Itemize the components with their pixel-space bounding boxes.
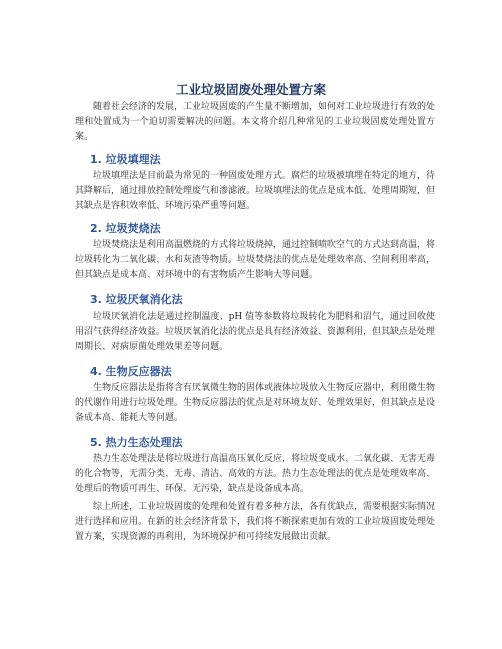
section-heading-5: 5. 热力生态处理法 [90, 436, 183, 449]
section-text-2: 垃圾焚烧法是利用高温燃烧的方式将垃圾烧掉，通过控制喷吹空气的方式达到高温，将垃圾转化为二氧化碳、水和灰渣等物质。垃圾焚烧法的优点是处理效率高、空间利用率高，但其缺点是成本高、对环境中的有害物质产生影响大等问题。 [75, 240, 436, 280]
section-text-4: 生物反应器法是指将含有厌氧微生物的固体或液体垃圾放入生物反应器中，利用微生物的代谢作用进行垃圾处理。生物反应器法的优点是对环境友好、处理效果好，但其缺点是设备成本高、能耗大等问题。 [75, 383, 436, 423]
section-body-3 [75, 310, 435, 355]
section-heading-2: 2. 垃圾焚烧法 [90, 222, 161, 235]
conclusion-text: 综上所述，工业垃圾固废的处理和处置有着多种方法，各有优缺点，需要根据实际情况进行选择和应用。在新的社会经济背景下，我们将不断探索更加有效的工业垃圾固废处理处置方案，实现资源的再利用，为环境保护和可持续发展做出贡献。 [75, 502, 436, 542]
section-body-5 [75, 452, 435, 497]
section-heading-4: 4. 生物反应器法 [90, 365, 172, 378]
conclusion-paragraph [75, 500, 435, 545]
section-body-2 [75, 238, 435, 283]
section-heading-3: 3. 垃圾厌氧消化法 [90, 293, 183, 306]
document-title: 工业垃圾固废处理处置方案 [175, 82, 326, 97]
section-heading-1: 1. 垃圾填埋法 [90, 153, 161, 166]
section-text-3: 垃圾厌氧消化法是通过控制温度、pH 值等参数将垃圾转化为肥料和沼气，通过回收使用沼气获得经济效益。垃圾厌氧消化法的优点是具有经济效益、资源利用，但其缺点是处理周期长、对病原菌处理效果差等问题。 [75, 312, 436, 352]
section-body-4 [75, 381, 435, 426]
section-text-1: 垃圾填埋法是目前最为常见的一种固废处理方式。腐烂的垃圾被填埋在特定的地方，待其降解后，通过排放控制处理废气和渗滤液。垃圾填埋法的优点是成本低、处理周期短，但其缺点是容积效率低、环境污染严重等问题。 [75, 171, 436, 211]
intro-paragraph [75, 100, 435, 145]
intro-text: 随着社会经济的发展，工业垃圾固废的产生量不断增加，如何对工业垃圾进行有效的处理和处置成为一个迫切需要解决的问题。本文将介绍几种常见的工业垃圾固废处理处置方案。 [75, 102, 436, 142]
section-text-5: 热力生态处理法是将垃圾进行高温高压氧化反应，将垃圾变成水、二氧化碳、无害无毒的化合物等，无需分类、无毒、清洁、高效的方法。热力生态处理法的优点是处理效率高、处理后的物质可再生、环保、无污染，缺点是设备成本高。 [75, 454, 436, 494]
section-body-1 [75, 169, 435, 214]
